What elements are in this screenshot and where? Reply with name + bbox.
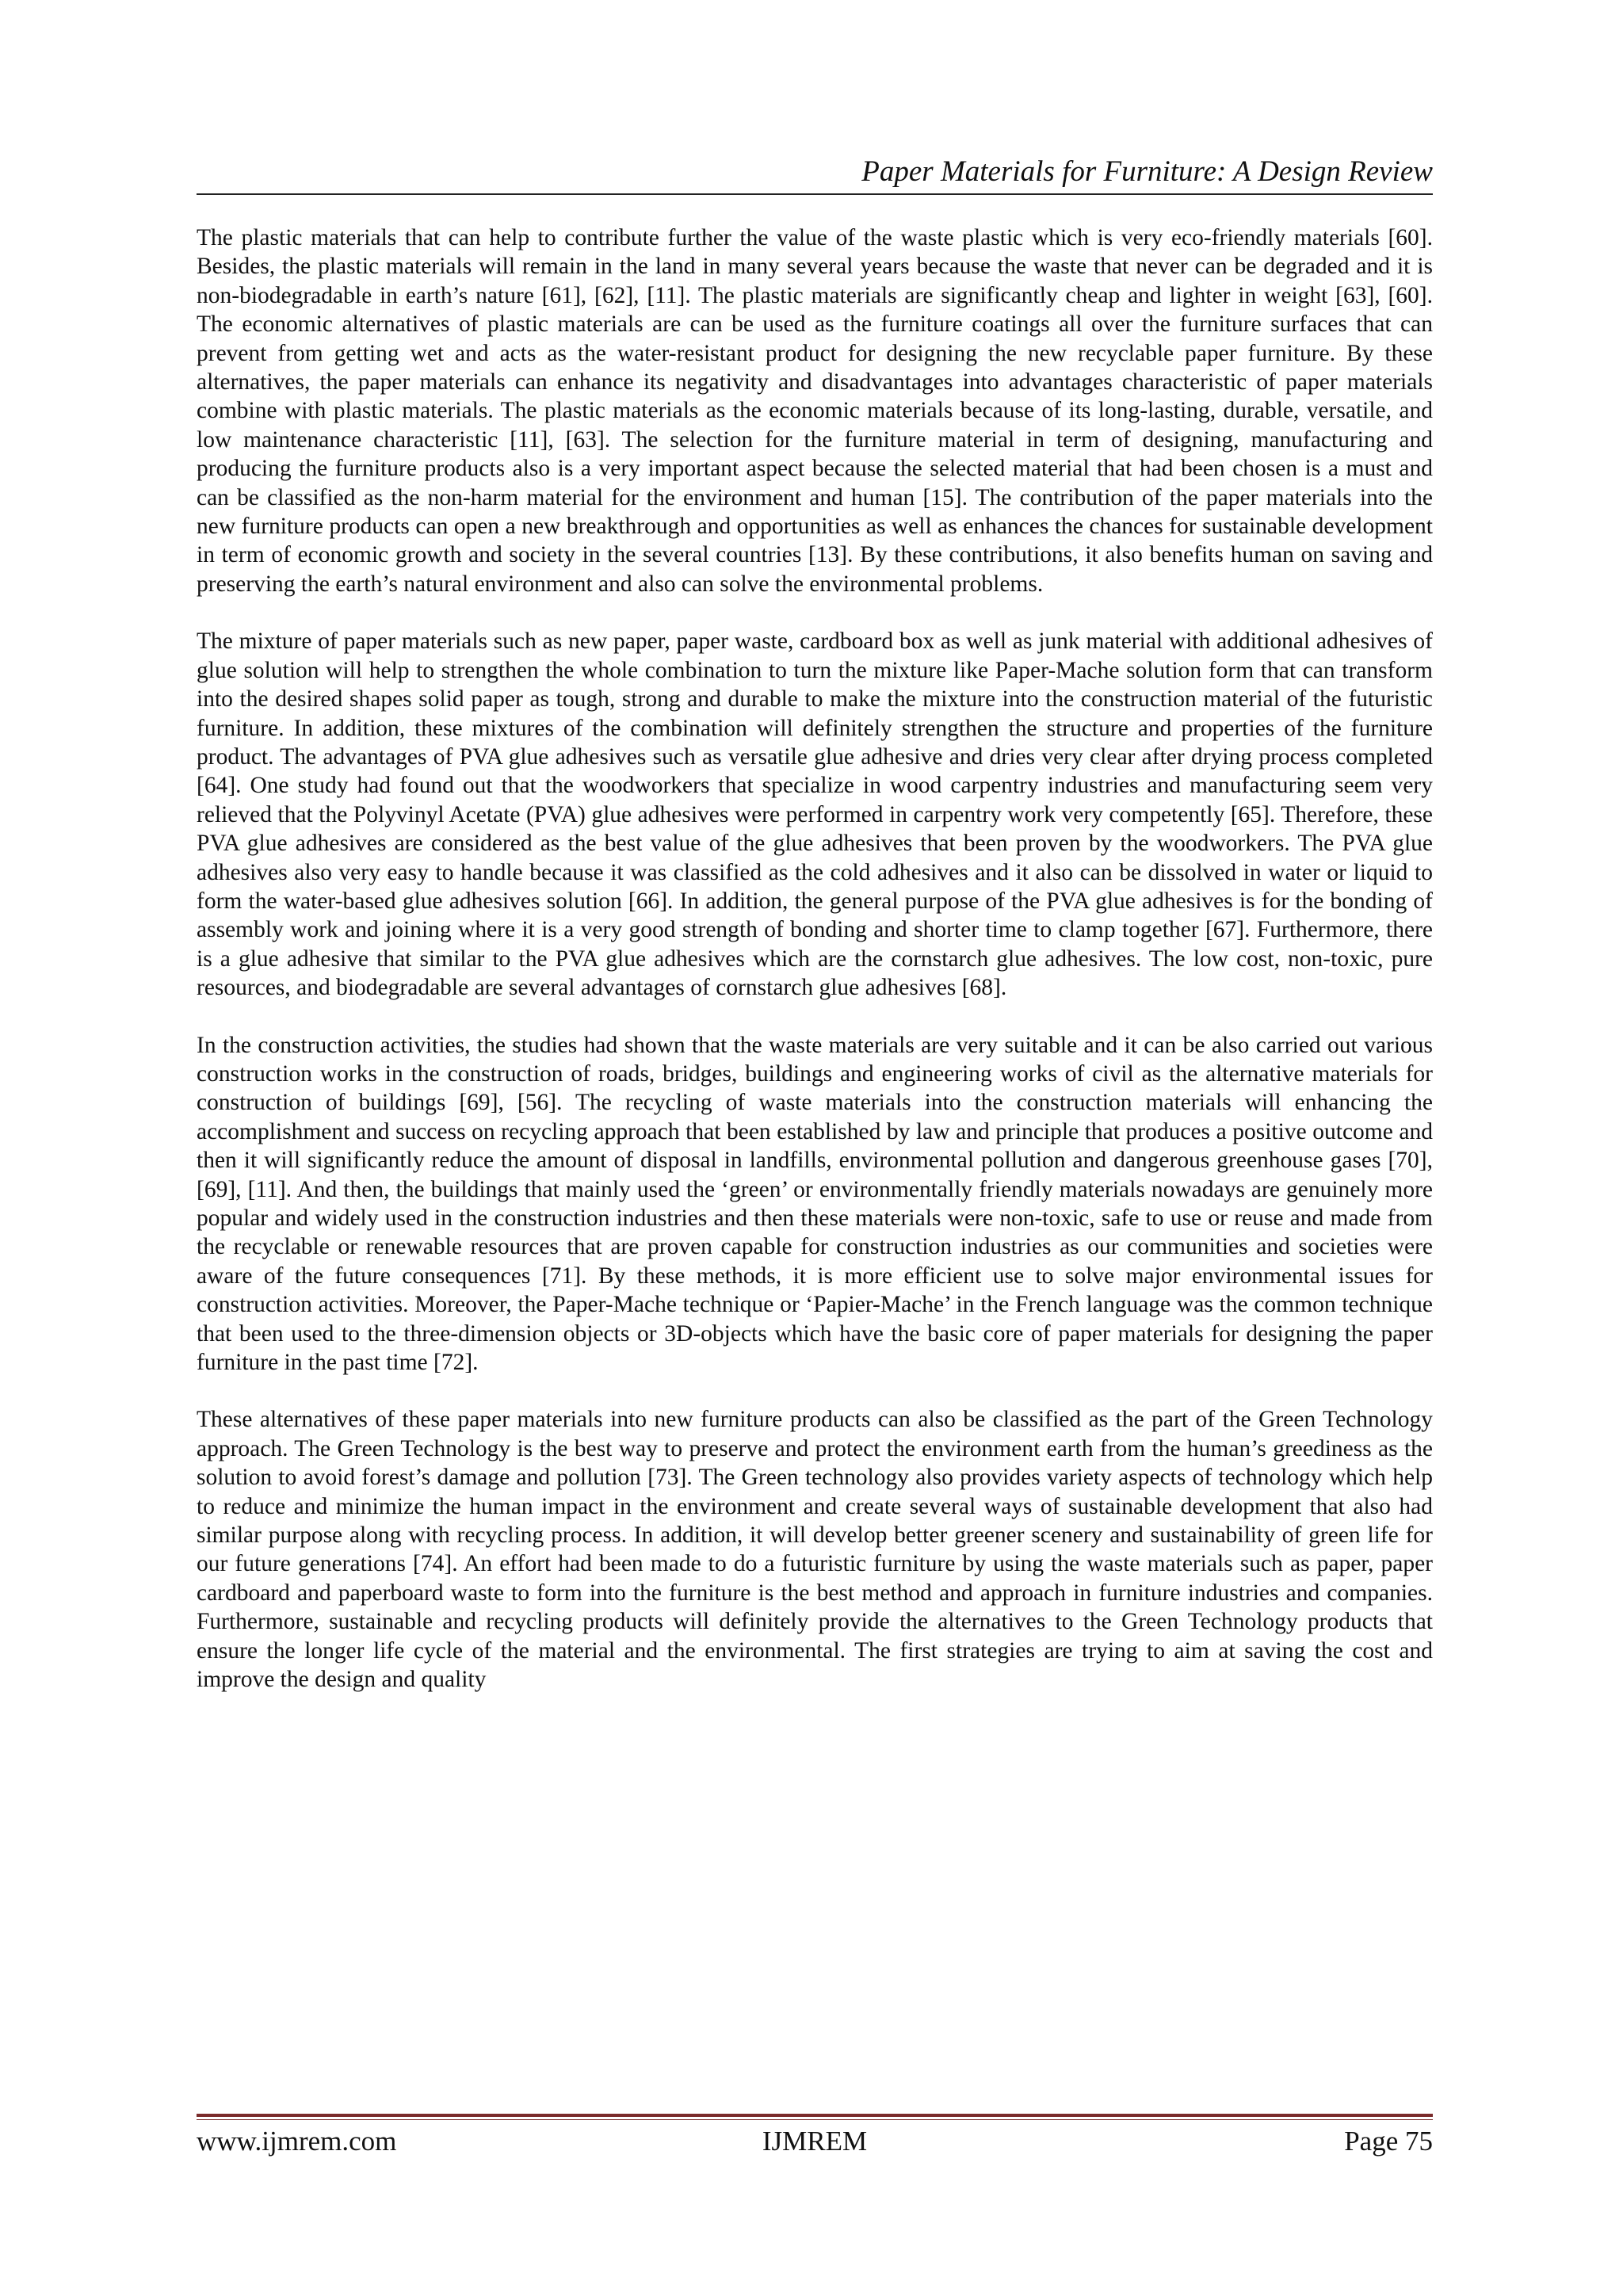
footer-website-link[interactable]: www.ijmrem.com [197,2126,397,2157]
body-text [197,223,1433,1723]
running-header-title: Paper Materials for Furniture: A Design Review [861,155,1433,188]
footer-journal-name: IJMREM [762,2126,868,2157]
paragraph-2: The mixture of paper materials such as new paper, paper waste, cardboard box as well as junk material with additional adhesives of glue solution will help to strengthen the whole combination to turn the mixture like Paper-Mache solution form that can transform into the desired shapes solid paper as tough, strong and durable to make the mixture into the construction material of the futuristic furniture. In addition, these mixtures of the combination will definitely strengthen the structure and properties of the furniture product. The advantages of PVA glue adhesives such as versatile glue adhesive and dries very clear after drying process completed [64]. One study had found out that the woodworkers that specialize in wood carpentry industries and manufacturing seem very relieved that the Polyvinyl Acetate (PVA) glue adhesives were performed in carpentry work very competently [65]. Therefore, these PVA glue adhesives are considered as the best value of the glue adhesives that been proven by the woodworkers. The PVA glue adhesives also very easy to handle because it was classified as the cold adhesives and it also can be dissolved in water or liquid to form the water-based glue adhesives solution [66]. In addition, the general purpose of the PVA glue adhesives is for the bonding of assembly work and joining where it is a very good strength of bonding and shorter time to clamp together [67]. Furthermore, there is a glue adhesive that similar to the PVA glue adhesives which are the cornstarch glue adhesives. The low cost, non-toxic, pure resources, and biodegradable are several advantages of cornstarch glue adhesives [68]. [197,628,1433,1001]
footer-page-number: Page 75 [1344,2126,1433,2157]
page-footer [197,2124,1433,2159]
paragraph-4: These alternatives of these paper materials into new furniture products can also be classified as the part of the Green Technology approach. The Green Technology is the best way to preserve and protect the environment earth from the human’s greediness as the solution to avoid forest’s damage and pollution [73]. The Green technology also provides variety aspects of technology which help to reduce and minimize the human impact in the environment and create several ways of sustainable development that also had similar purpose along with recycling process. In addition, it will develop better greener scenery and sustainability of green life for our future generations [74]. An effort had been made to do a futuristic furniture by using the waste materials such as paper, paper cardboard and paperboard waste to form into the furniture is the best method and approach in furniture industries and companies. Furthermore, sustainable and recycling products will definitely provide the alternatives to the Green Technology products that ensure the longer life cycle of the material and the environmental. The first strategies are trying to aim at saving the cost and improve the design and quality [197,1407,1433,1693]
paragraph-3: In the construction activities, the studies had shown that the waste materials are very suitable and it can be also carried out various construction works in the construction of roads, bridges, buildings and engineering works of civil as the alternative materials for construction of buildings [69], [56]. The recycling of waste materials into the construction materials will enhancing the accomplishment and success on recycling approach that been established by law and principle that produces a positive outcome and then it will significantly reduce the amount of disposal in landfills, environmental pollution and dangerous greenhouse gases [70], [69], [11]. And then, the buildings that mainly used the ‘green’ or environmentally friendly materials nowadays are genuinely more popular and widely used in the construction industries and then these materials were non-toxic, safe to use or reuse and made from the recyclable or renewable resources that are proven capable for construction industries as our communities and societies were aware of the future consequences [71]. By these methods, it is more efficient use to solve major environmental issues for construction activities. Moreover, the Paper-Mache technique or ‘Papier-Mache’ in the French language was the common technique that been used to the three-dimension objects or 3D-objects which have the basic core of paper materials for designing the paper furniture in the past time [72]. [197,1032,1433,1376]
footer-rule [197,2114,1433,2117]
header-rule [197,193,1433,195]
paragraph-1: The plastic materials that can help to contribute further the value of the waste plastic which is very eco-friendly materials [60]. Besides, the plastic materials will remain in the land in many several years because the waste that never can be degraded and it is non-biodegradable in earth’s nature [61], [62], [11]. The plastic materials are significantly cheap and lighter in weight [63], [60]. The economic alternatives of plastic materials are can be used as the furniture coatings all over the furniture surfaces that can prevent from getting wet and acts as the water-resistant product for designing the new recyclable paper furniture. By these alternatives, the paper materials can enhance its negativity and disadvantages into advantages characteristic of paper materials combine with plastic materials. The plastic materials as the economic materials because of its long-lasting, durable, versatile, and low maintenance characteristic [11], [63]. The selection for the furniture material in term of designing, manufacturing and producing the furniture products also is a very important aspect because the selected material that had been chosen is a must and can be classified as the non-harm material for the environment and human [15]. The contribution of the paper materials into the new furniture products can open a new breakthrough and opportunities as well as enhances the chances for sustainable development in term of economic growth and society in the several countries [13]. By these contributions, it also benefits human on saving and preserving the earth’s natural environment and also can solve the environmental problems. [197,225,1433,597]
footer-rule-thin [197,2119,1433,2120]
